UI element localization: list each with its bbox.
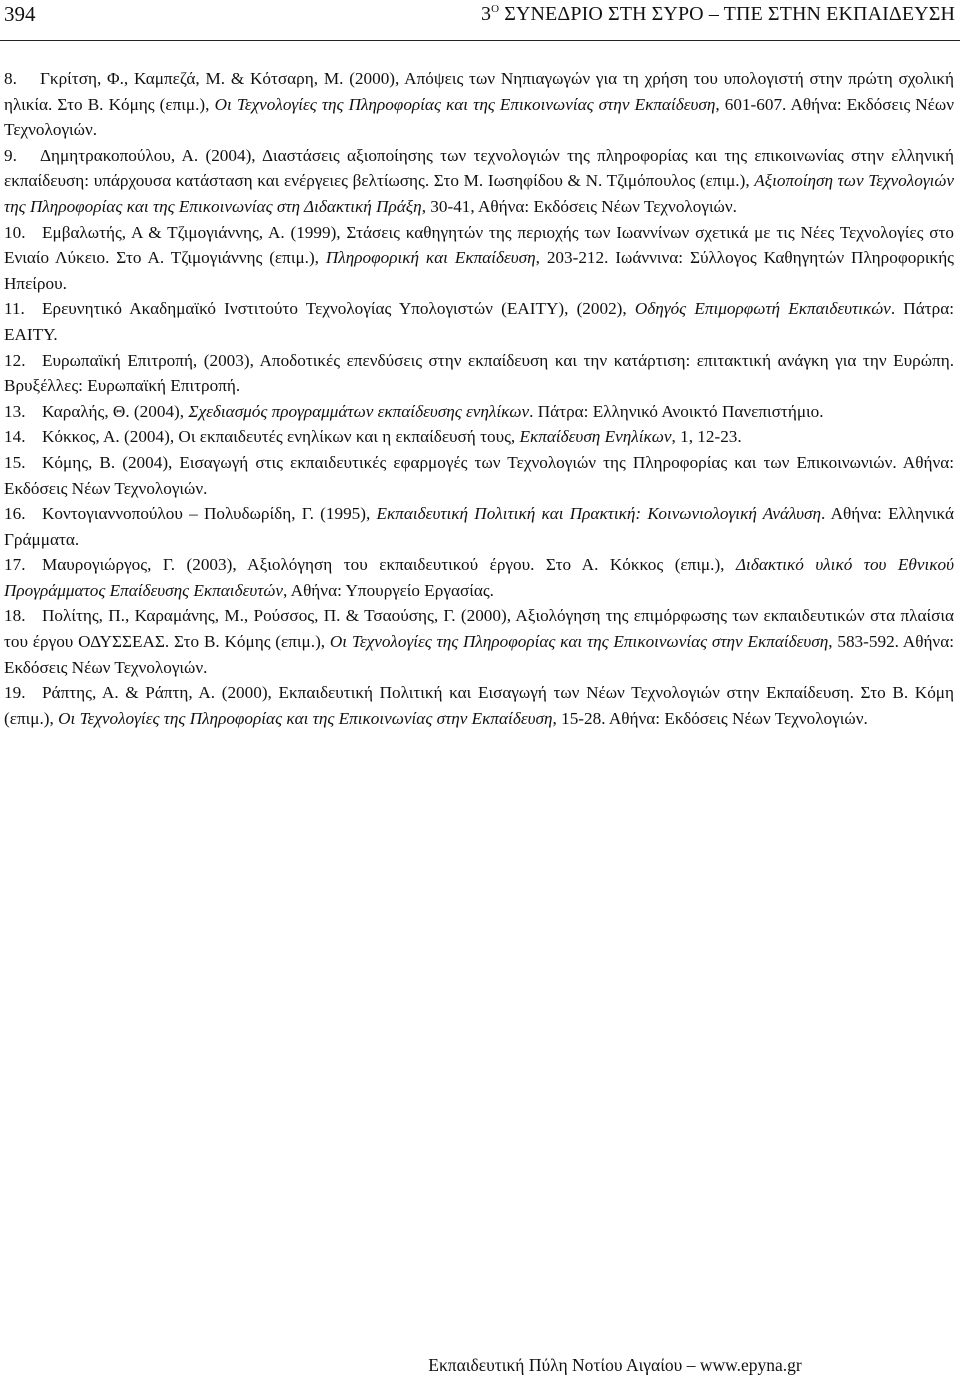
reference-text: Ράπτης, Α. & Ράπτη, Α. (2000), Εκπαιδευτική Πολιτική και Εισαγωγή των Νέων Τεχνολογιών στην Εκπαίδευση. Στο Β. Κόμη (επιμ.), [4,683,954,728]
reference-text: Γκρίτση, Φ., Καμπεζά, Μ. & Κότσαρη, Μ. (2000), Απόψεις των Νηπιαγωγών για τη χρήση του υπολογιστή στην πρώτη σχολική ηλικία. Στο Β. Κόμης (επιμ.), [4,69,954,114]
reference-item [4,66,954,143]
reference-item [4,424,954,450]
reference-item [4,680,954,731]
reference-number: 15. [4,452,26,472]
reference-title: Πληροφορική και Εκπαίδευση [325,248,536,268]
page-header [0,0,960,41]
conference-title: ΣΥΝΕΔΡΙΟ ΣΤΗ ΣΥΡΟ – ΤΠΕ ΣΤΗΝ ΕΚΠΑΙΔΕΥΣΗ [504,3,955,25]
reference-number: 9. [4,145,17,165]
reference-item [4,220,954,297]
reference-title: Εκπαίδευση Ενηλίκων [519,427,672,447]
reference-title: Εκπαιδευτική Πολιτική και Πρακτική: Κοινωνιολογική Ανάλυση [376,504,822,524]
reference-tail: , 15-28. Αθήνα: Εκδόσεις Νέων Τεχνολογιών. [552,708,868,728]
running-head [481,3,955,26]
reference-tail: , 203-212. Ιωάννινα: Σύλλογος Καθηγητών Πληροφορικής Ηπείρου. [4,248,954,293]
reference-item [4,296,954,347]
reference-tail: , 583-592. Αθήνα: Εκδόσεις Νέων Τεχνολογιών. [4,632,954,677]
reference-text: Κοντογιαννοπούλου – Πολυδωρίδη, Γ. (1995), [42,504,377,524]
reference-tail: , Αθήνα: Υπουργείο Εργασίας. [283,580,494,600]
reference-item [4,450,954,501]
reference-text: Εμβαλωτής, Α & Τζιμογιάννης, Α. (1999), Στάσεις καθηγητών της περιοχής των Ιωαννίνων σχετικά με τις Νέες Τεχνολογίες στο Ενιαίο Λύκειο. Στο Α. Τζιμογιάννης (επιμ.), [4,222,954,268]
reference-number: 10. [4,222,26,242]
reference-item [4,399,954,425]
reference-number: 11. [4,299,25,319]
reference-item [4,603,954,680]
reference-number: 13. [4,401,26,421]
reference-number: 16. [4,504,26,524]
reference-title: Οι Τεχνολογίες της Πληροφορίας και της Επικοινωνίας στην Εκπαίδευση [329,632,829,652]
reference-tail: . Πάτρα: ΕΑΙΤΥ. [4,299,954,344]
reference-item [4,348,954,399]
reference-list [4,66,954,731]
reference-title: Οι Τεχνολογίες της Πληροφορίας και της Επικοινωνίας στην Εκπαίδευση [214,94,716,114]
reference-number: 19. [4,683,26,703]
reference-text: Κόκκος, Α. (2004), Οι εκπαιδευτές ενηλίκων και η εκπαίδευσή τους, [42,427,520,447]
reference-item [4,143,954,220]
reference-tail: , 30-41, Αθήνα: Εκδόσεις Νέων Τεχνολογιών. [421,196,737,216]
reference-text: Καραλής, Θ. (2004), [42,401,189,421]
reference-text: Δημητρακοπούλου, Α. (2004), Διαστάσεις αξιοποίησης των τεχνολογιών της πληροφορίας και της επικοινωνίας στην ελληνική εκπαίδευση: υπάρχουσα κατάσταση και ενέργειες βελτίωσης. Στο Μ. Ιωσηφίδου & Ν. Τζιμόπουλος (επιμ.), [4,145,954,191]
reference-tail: , 601-607. Αθήνα: Εκδόσεις Νέων Τεχνολογιών. [4,94,954,140]
reference-title: Σχεδιασμός προγραμμάτων εκπαίδευσης ενηλίκων [188,401,530,421]
reference-text: Μαυρογιώργος, Γ. (2003), Αξιολόγηση του εκπαιδευτικού έργου. Στο Α. Κόκκος (επιμ.), [42,555,736,575]
reference-text: Ευρωπαϊκή Επιτροπή, (2003), Αποδοτικές επενδύσεις στην εκπαίδευση και την κατάρτιση: επιτακτική ανάγκη για την Ευρώπη. Βρυξέλλες: Ευρωπαϊκή Επιτροπή. [4,350,954,396]
reference-number: 17. [4,555,26,575]
reference-title: Οι Τεχνολογίες της Πληροφορίας και της Επικοινωνίας στην Εκπαίδευση [58,708,553,728]
reference-title: Διδακτικό υλικό του Εθνικού Προγράμματος Επαίδευσης Εκπαιδευτών [4,555,954,600]
reference-item [4,552,954,603]
reference-tail: . Πάτρα: Ελληνικό Ανοικτό Πανεπιστήμιο. [529,401,824,421]
reference-number: 14. [4,427,26,447]
reference-title: Αξιοποίηση των Τεχνολογιών της Πληροφορίας και της Επικοινωνίας στη Διδακτική Πράξη [4,171,954,216]
reference-number: 18. [4,606,26,626]
reference-tail: , 1, 12-23. [671,427,742,447]
reference-number: 12. [4,350,26,370]
conference-ordinal-superscript: Ο [491,3,500,15]
reference-tail: . Αθήνα: Ελληνικά Γράμματα. [4,504,954,549]
reference-text: Ερευνητικό Ακαδημαϊκό Ινστιτούτο Τεχνολογίας Υπολογιστών (ΕΑΙΤΥ), (2002), [42,299,635,319]
footer-text: Εκπαιδευτική Πύλη Νοτίου Αιγαίου – www.epyna.gr [428,1355,802,1375]
reference-text: Κόμης, Β. (2004), Εισαγωγή στις εκπαιδευτικές εφαρμογές των Τεχνολογιών της Πληροφορίας και των Επικοινωνιών. Αθήνα: Εκδόσεις Νέων Τεχνολογιών. [4,452,954,498]
page-footer [135,1355,960,1376]
reference-text: Πολίτης, Π., Καραμάνης, Μ., Ρούσσος, Π. & Τσαούσης, Γ. (2000), Αξιολόγηση της επιμόρφωσης των εκπαιδευτικών στα πλαίσια του έργου ΟΔΥΣΣΕΑΣ. Στο Β. Κόμης (επιμ.), [4,606,954,652]
reference-item [4,501,954,552]
reference-number: 8. [4,69,17,88]
reference-title: Οδηγός Επιμορφωτή Εκπαιδευτικών [634,299,891,319]
conference-ordinal: 3 [480,3,492,25]
page-number: 394 [4,2,36,26]
